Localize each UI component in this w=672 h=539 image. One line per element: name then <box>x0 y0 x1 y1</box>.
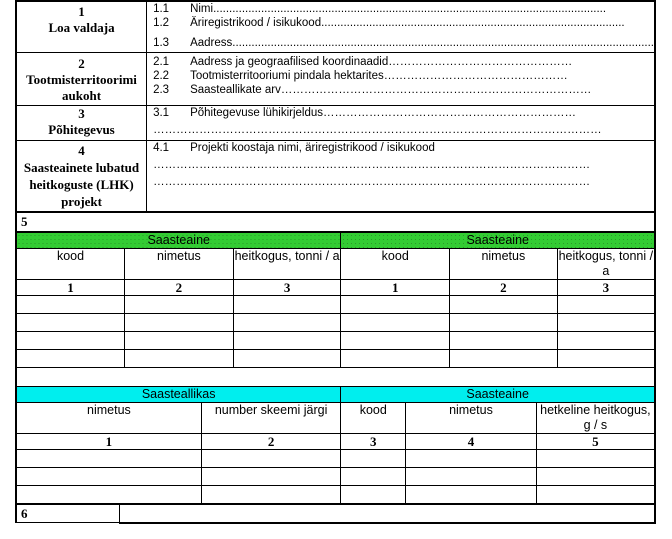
field-3-extra-line: ……………………………………………………………………………………………………… <box>153 124 602 136</box>
table-cell[interactable] <box>536 486 655 504</box>
table-2-group-right: Saasteaine <box>341 387 655 403</box>
section-5-number: 5 <box>15 213 656 232</box>
table-row <box>16 314 655 332</box>
table-cell[interactable] <box>233 314 341 332</box>
table-cell[interactable] <box>125 296 234 314</box>
table-cell[interactable] <box>16 314 125 332</box>
table-1-index-5: 2 <box>450 280 558 296</box>
field-4-extra-line-2: …………………………………………………………………………………………………… <box>153 176 591 188</box>
field-1-3: 1.3 Aadress .................................................................................................................................... <box>153 37 654 49</box>
table-2-index-5: 5 <box>536 434 655 450</box>
table-cell[interactable] <box>16 332 125 350</box>
section-6-number: 6 <box>16 505 120 523</box>
section-2-fields <box>147 53 655 106</box>
table-2-index-3: 3 <box>341 434 406 450</box>
emissions-table-1 <box>15 232 656 368</box>
section-row-2 <box>16 53 655 106</box>
table-2-index-row <box>16 434 655 450</box>
table-1-group-left: Saasteaine <box>16 233 341 249</box>
table-cell[interactable] <box>16 486 201 504</box>
table-2-index-4: 4 <box>406 434 537 450</box>
table-2-col-3: kood <box>341 403 406 434</box>
table-cell[interactable] <box>233 332 341 350</box>
table-2-col-4: nimetus <box>406 403 537 434</box>
table-cell[interactable] <box>201 450 341 468</box>
section-3-fields <box>147 106 655 141</box>
field-4-extra-line-1: …………………………………………………………………………………………………… <box>153 159 591 171</box>
table-cell[interactable] <box>450 314 558 332</box>
table-1-col-1: kood <box>16 249 125 280</box>
field-4-1: 4.1 Projekti koostaja nimi, äriregistrikood / isikukood <box>153 142 435 154</box>
table-cell[interactable] <box>450 332 558 350</box>
table-2-col-1: nimetus <box>16 403 201 434</box>
table-cell[interactable] <box>16 468 201 486</box>
form-page <box>15 0 656 524</box>
table-cell[interactable] <box>557 314 655 332</box>
table-cell[interactable] <box>557 296 655 314</box>
table-cell[interactable] <box>450 296 558 314</box>
section-1-fields <box>147 1 655 53</box>
table-2-column-headers <box>16 403 655 434</box>
section-spacer <box>15 368 656 386</box>
table-cell[interactable] <box>16 350 125 368</box>
field-1-2: 1.2 Äriregistrikood / isikukood ............................................................................................... <box>153 17 625 29</box>
table-1-index-6: 3 <box>557 280 655 296</box>
table-cell[interactable] <box>16 450 201 468</box>
table-cell[interactable] <box>450 350 558 368</box>
section-row-3 <box>16 106 655 141</box>
table-cell[interactable] <box>201 468 341 486</box>
table-row <box>16 296 655 314</box>
table-row <box>16 450 655 468</box>
table-row <box>16 468 655 486</box>
table-cell[interactable] <box>341 314 450 332</box>
section-6-table <box>15 504 656 524</box>
section-2-label <box>16 53 147 106</box>
section-2-title: Tootmisterritoorimi aukoht <box>26 72 137 103</box>
table-cell[interactable] <box>557 332 655 350</box>
table-cell[interactable] <box>341 350 450 368</box>
top-sections-table <box>15 0 656 213</box>
table-cell[interactable] <box>341 332 450 350</box>
section-4-fields <box>147 141 655 213</box>
section-2-number: 2 <box>78 56 85 71</box>
table-cell[interactable] <box>201 486 341 504</box>
table-cell[interactable] <box>341 296 450 314</box>
field-2-1: 2.1 Aadress ja geograafilised koordinaadid ………………………………………… <box>153 56 573 68</box>
table-2-index-1: 1 <box>16 434 201 450</box>
table-cell[interactable] <box>557 350 655 368</box>
table-cell[interactable] <box>233 350 341 368</box>
table-cell[interactable] <box>16 296 125 314</box>
table-1-index-2: 2 <box>125 280 234 296</box>
section-4-number: 4 <box>78 143 85 158</box>
field-2-3: 2.3 Saasteallikate arv ……………………………………………………………………… <box>153 84 592 96</box>
table-1-group-header <box>16 233 655 249</box>
table-cell[interactable] <box>406 486 537 504</box>
table-2-group-left: Saasteallikas <box>16 387 341 403</box>
table-cell[interactable] <box>536 468 655 486</box>
table-cell[interactable] <box>125 332 234 350</box>
field-2-2: 2.2 Tootmisterritooriumi pindala hektarites ………………………………………… <box>153 70 568 82</box>
table-1-index-1: 1 <box>16 280 125 296</box>
table-1-index-4: 1 <box>341 280 450 296</box>
table-2-col-2: number skeemi järgi <box>201 403 341 434</box>
section-row-4 <box>16 141 655 213</box>
table-1-col-2: nimetus <box>125 249 234 280</box>
table-1-column-headers <box>16 249 655 280</box>
section-3-number: 3 <box>78 106 85 121</box>
section-6-row <box>16 505 655 523</box>
table-1-index-row <box>16 280 655 296</box>
field-3-1: 3.1 Põhitegevuse lühikirjeldus ………………………………………………………… <box>153 107 577 119</box>
section-row-1 <box>16 1 655 53</box>
section-1-number: 1 <box>78 4 85 19</box>
table-1-col-5: nimetus <box>450 249 558 280</box>
table-1-col-6: heitkogus, tonni / a <box>558 249 654 278</box>
emissions-table-2 <box>15 386 656 504</box>
table-cell[interactable] <box>125 314 234 332</box>
table-cell[interactable] <box>536 450 655 468</box>
table-row <box>16 486 655 504</box>
table-cell[interactable] <box>125 350 234 368</box>
section-3-label <box>16 106 147 141</box>
table-2-col-5: hetkeline heitkogus, g / s <box>536 403 655 434</box>
table-1-group-right: Saasteaine <box>341 233 655 249</box>
table-cell[interactable] <box>341 486 406 504</box>
table-1-col-3: heitkogus, tonni / a <box>233 249 341 280</box>
section-4-title: Saasteainete lubatud heitkoguste (LHK) projekt <box>23 160 140 209</box>
table-cell[interactable] <box>406 450 537 468</box>
table-2-group-header <box>16 387 655 403</box>
field-1-1: 1.1 Nimi ........................................................................................................................... <box>153 3 607 15</box>
table-1-col-4: kood <box>341 249 450 280</box>
table-2-index-2: 2 <box>201 434 341 450</box>
section-6-field[interactable] <box>120 505 656 523</box>
section-3-title: Põhitegevus <box>48 122 115 137</box>
section-1-title: Loa valdaja <box>48 20 115 35</box>
section-4-label <box>16 141 147 213</box>
table-cell[interactable] <box>406 468 537 486</box>
table-cell[interactable] <box>341 450 406 468</box>
section-1-label <box>16 1 147 53</box>
table-row <box>16 332 655 350</box>
table-1-index-3: 3 <box>233 280 341 296</box>
table-cell[interactable] <box>341 468 406 486</box>
table-row <box>16 350 655 368</box>
table-cell[interactable] <box>233 296 341 314</box>
